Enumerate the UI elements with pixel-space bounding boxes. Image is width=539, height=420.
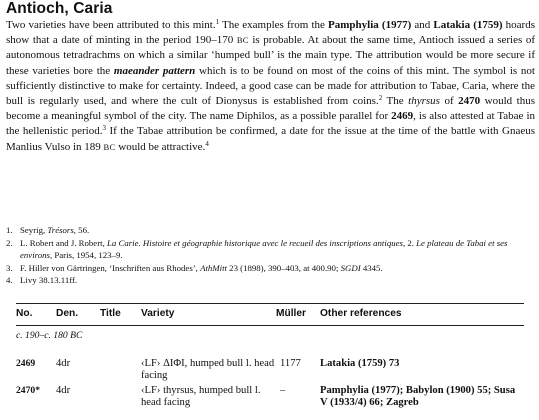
header-muller: Müller [276, 307, 307, 319]
hoard-number: (1759) [473, 19, 503, 31]
coin-no: 2469 [16, 358, 36, 369]
title-cell [100, 348, 141, 383]
denomination: 4dr [56, 384, 71, 396]
period-row [16, 324, 524, 348]
coin-number: 2470 [458, 95, 481, 108]
header-other-references: Other references [320, 307, 402, 319]
table-header-row [16, 304, 524, 324]
footnote-number: 4. [6, 275, 13, 286]
variety: ‹LF› ΔΙΦΙ, humped bull l. head facing [141, 358, 275, 382]
text-run: is probable. At about the same time, Antioch issued a series of autonomous tetradrachms on which a similar ‘humped bull’ is the main type. The attribution would be more secure if these varieties bore the [6, 34, 536, 77]
text-run: and [411, 19, 434, 31]
footnote-ref: 4 [205, 139, 209, 148]
thyrsus-term: thyrsus [408, 95, 440, 108]
footnote-ref: 3 [102, 124, 106, 133]
body-paragraph [6, 18, 535, 155]
table-row [16, 383, 524, 410]
coin-catalogue-table [16, 304, 524, 410]
muller-no: – [280, 384, 286, 396]
coin-no: 2470* [16, 384, 40, 396]
text-run: Two varieties have been attributed to this mint. [6, 19, 216, 31]
text-run: hoards show that a date of minting in the period 190–170 [6, 19, 536, 47]
period-label: c. 190–c. 180 BC [16, 329, 83, 341]
footnote-number: 3. [6, 262, 13, 273]
header-variety: Variety [141, 307, 175, 319]
era-label: BC [236, 35, 249, 46]
text-run: would thus become a meaningful symbol of the city. The name Diphilos, as a possible parallel for [6, 95, 536, 123]
era-label: BC [103, 141, 116, 152]
footnote-ref: 2 [378, 94, 383, 103]
hoard-name: Pamphylia (1977) [328, 19, 412, 31]
footnote-text: Livy 38.13.11ff. [20, 275, 78, 286]
footnote [6, 237, 535, 262]
muller-no: 1177 [280, 358, 301, 369]
section-heading: Antioch, Caria [6, 0, 113, 17]
footnote-text: F. Hiller von Gärtringen, ‘Inschriften aus Rhodes’, AthMitt 23 (1898), 390–403, at 400.90; SGDI 4345. [20, 262, 383, 273]
table-row [16, 348, 524, 383]
text-run: of [439, 95, 459, 108]
header-title: Title [100, 307, 121, 319]
footnote [6, 274, 535, 287]
hoard-name: Latakia [433, 19, 471, 31]
text-run: The examples from the [219, 19, 329, 31]
other-references: Latakia (1759) 73 [320, 358, 400, 369]
footnote-ref: 1 [215, 18, 220, 26]
footnote-number: 1. [6, 225, 13, 235]
title-cell [100, 383, 141, 410]
text-run: would be attractive. [115, 140, 206, 153]
footnote [6, 262, 535, 275]
text-run: If the Tabae attribution be confirmed, a date for the issue at the time of the battle with Gnaeus Manlius Vulso in 189 [6, 125, 535, 153]
footnotes-list [6, 224, 535, 287]
text-run: which is to be found on most of the coins of this mint. The symbol is not sufficiently distinctive to make for certainty. Indeed, a good case can be made for attribution to Tabae, Caria, where the bull is regularly used, and where the cult of Dionysus is established from coins. [6, 64, 535, 108]
header-no: No. [16, 307, 33, 319]
maeander-pattern-term: maeander pattern [113, 64, 196, 77]
denomination: 4dr [56, 358, 71, 369]
footnote-text: L. Robert and J. Robert, La Carie. Histoire et géographie historique avec le recueil des inscriptions antiques, 2. Le plateau de Tabai et ses environs, Paris, 1954, 123–9. [20, 237, 508, 261]
variety: ‹LF› thyrsus, humped bull l. head facing [141, 384, 261, 409]
other-references: Pamphylia (1977); Babylon (1900) 55; Susa V (1933/4) 66; Zagreb [320, 384, 516, 409]
footnote [6, 224, 535, 237]
footnote-text: Seyrig, Trésors, 56. [20, 225, 90, 235]
footnote-number: 2. [6, 237, 13, 248]
coin-number: 2469 [391, 110, 414, 123]
text-run: The [382, 95, 409, 108]
header-den: Den. [56, 307, 79, 319]
text-run: , is also attested at Tabae in the hellenistic period. [6, 110, 535, 138]
